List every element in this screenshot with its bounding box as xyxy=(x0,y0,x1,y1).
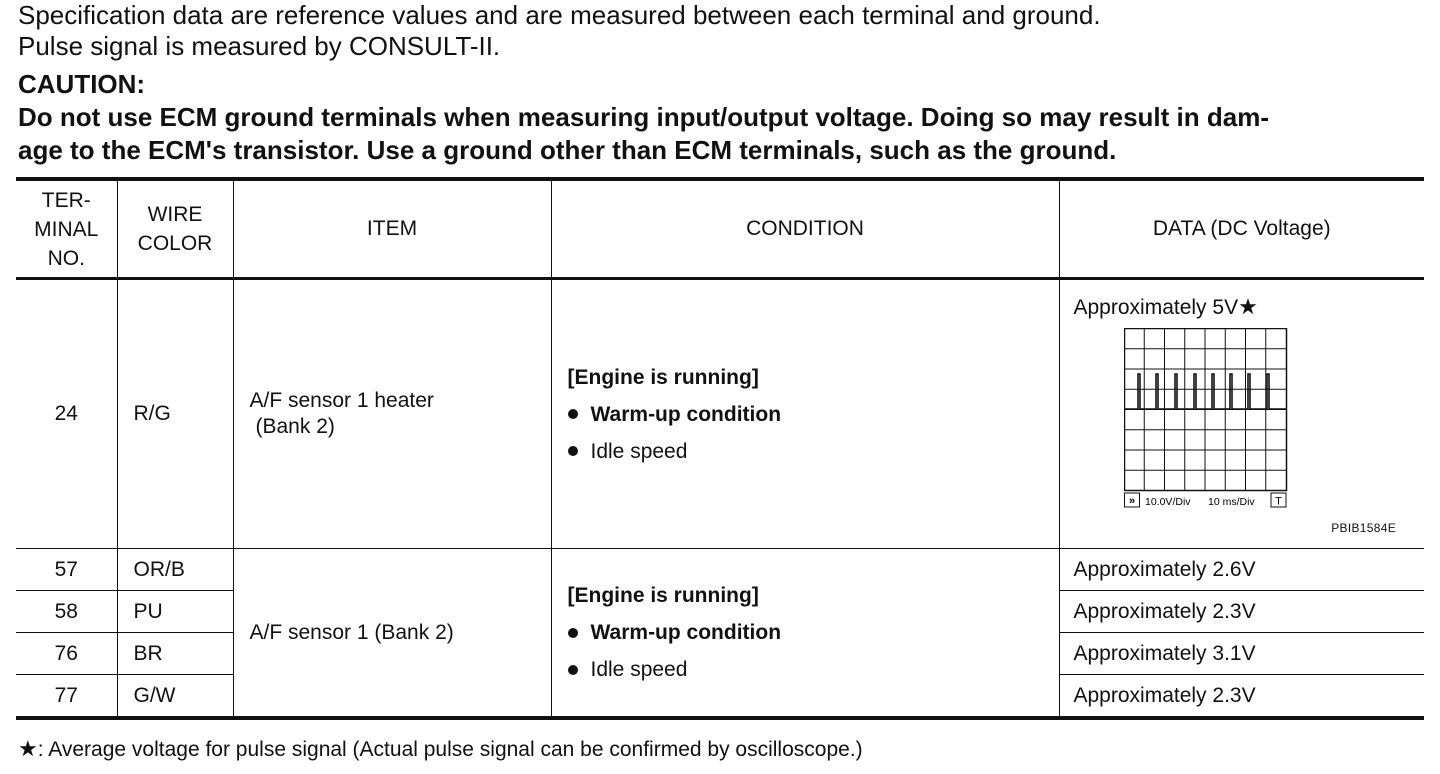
header-condition: CONDITION xyxy=(551,179,1059,279)
table-row xyxy=(16,549,1424,591)
data-value: Approximately 2.3V xyxy=(1059,591,1424,633)
terminal-no: 76 xyxy=(16,633,117,675)
data-value: Approximately 5V★ xyxy=(1073,294,1258,319)
condition-bullet-item: Warm-up condition xyxy=(568,614,1059,651)
wire-color: PU xyxy=(117,591,233,633)
terminal-no: 24 xyxy=(16,279,117,549)
scope-volts-div: 10.0V/Div xyxy=(1144,496,1191,508)
data-value: Approximately 2.6V xyxy=(1059,549,1424,591)
item-line-1: A/F sensor 1 heater xyxy=(249,389,434,412)
bullet-icon xyxy=(568,446,578,456)
wire-color: G/W xyxy=(117,675,233,719)
intro-line-1: Specification data are reference values and are measured between each terminal and ground. xyxy=(18,0,1101,30)
intro-line-2: Pulse signal is measured by CONSULT-II. xyxy=(18,31,501,61)
terminal-no: 57 xyxy=(16,549,117,591)
star-icon: ★ xyxy=(18,736,38,761)
data-cell xyxy=(1059,279,1424,549)
data-value: Approximately 2.3V xyxy=(1059,675,1424,719)
scope-time-div: 10 ms/Div xyxy=(1207,496,1255,508)
condition-bullet-item: Idle speed xyxy=(568,433,1059,470)
figure-id: PBIB1584E xyxy=(1331,521,1396,535)
bullet-icon xyxy=(568,628,578,638)
header-wire-color: WIRE COLOR xyxy=(117,179,233,279)
item-cell: A/F sensor 1 (Bank 2) xyxy=(233,549,551,719)
terminal-no: 58 xyxy=(16,591,117,633)
condition-cell xyxy=(551,279,1059,549)
header-data: DATA (DC Voltage) xyxy=(1059,179,1424,279)
condition-heading: [Engine is running] xyxy=(567,584,759,607)
scope-arrows: » xyxy=(1128,495,1135,507)
terminal-spec-table xyxy=(16,177,1424,720)
caution-line-1: Do not use ECM ground terminals when measuring input/output voltage. Doing so may result in dam- xyxy=(18,102,1269,132)
condition-cell xyxy=(551,549,1059,719)
item-line-2: (Bank 2) xyxy=(255,415,335,438)
bullet-icon xyxy=(568,409,578,419)
data-value: Approximately 3.1V xyxy=(1059,633,1424,675)
item-cell xyxy=(233,279,551,549)
table-header-row xyxy=(16,179,1424,279)
footnote xyxy=(18,735,863,764)
star-icon: ★ xyxy=(1238,294,1258,319)
scope-trigger: T xyxy=(1274,495,1282,508)
terminal-no: 77 xyxy=(16,675,117,719)
wire-color: BR xyxy=(117,633,233,675)
condition-heading: [Engine is running] xyxy=(567,365,759,389)
header-terminal-no: TER- MINAL NO. xyxy=(16,179,117,279)
condition-bullet-item: Idle speed xyxy=(568,651,1059,688)
table-row xyxy=(16,279,1424,549)
footnote-text: : Average voltage for pulse signal (Actual pulse signal can be confirmed by oscilloscope.) xyxy=(37,738,863,761)
header-item: ITEM xyxy=(233,179,551,279)
oscilloscope-waveform xyxy=(1124,328,1288,510)
wire-color: R/G xyxy=(117,279,233,549)
wire-color: OR/B xyxy=(117,549,233,591)
bullet-icon xyxy=(568,665,578,675)
caution-title: CAUTION: xyxy=(18,69,146,99)
condition-bullet-item: Warm-up condition xyxy=(568,396,1059,433)
caution-line-2: age to the ECM's transistor. Use a ground other than ECM terminals, such as the ground. xyxy=(18,135,1117,165)
